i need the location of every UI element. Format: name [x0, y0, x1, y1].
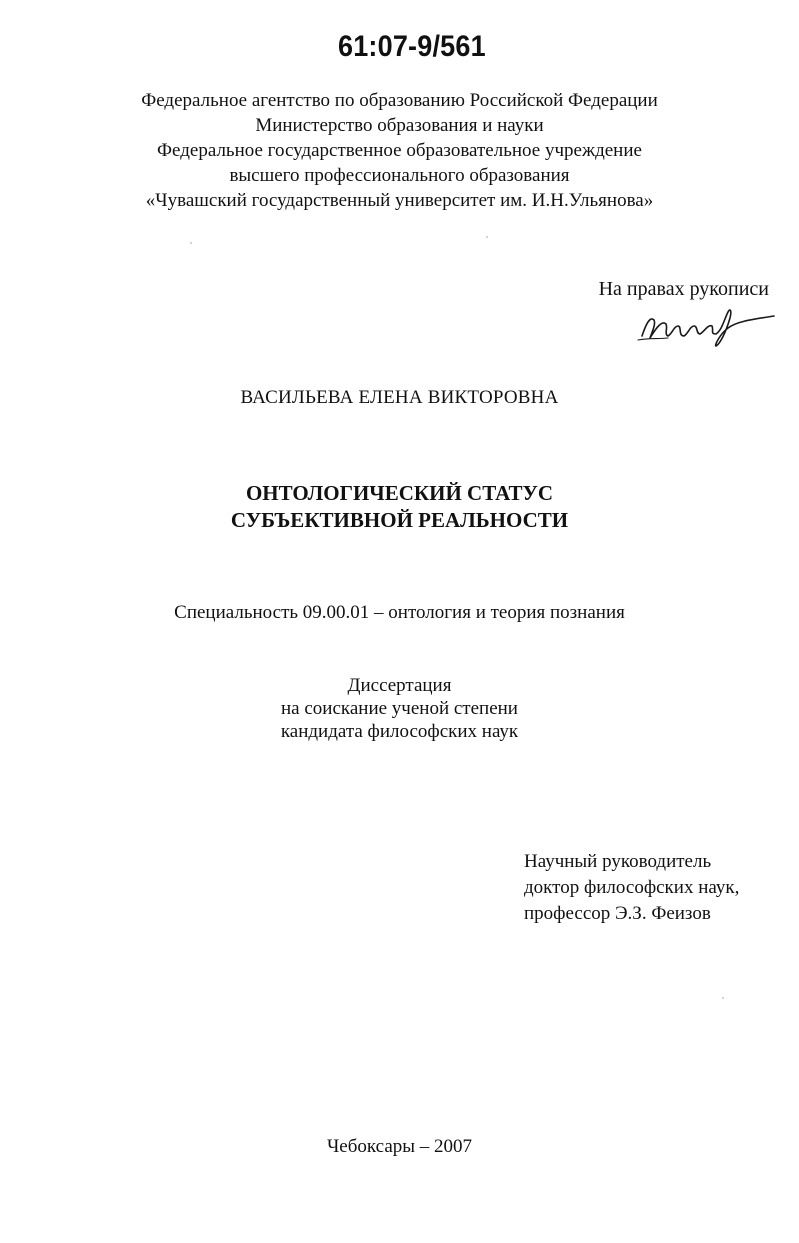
- header-line-ministry: Министерство образования и науки: [255, 115, 544, 136]
- advisor-name: профессор Э.З. Феизов: [524, 903, 711, 924]
- title-line-2: СУБЪЕКТИВНОЙ РЕАЛЬНОСТИ: [230, 508, 569, 532]
- header-line-institution-type: Федеральное государственное образовательное учреждение: [157, 140, 642, 161]
- dissertation-title: [0, 480, 799, 534]
- header-block: [0, 88, 799, 213]
- manuscript-rights-label: На правах рукописи: [598, 278, 769, 300]
- header-line-education-level: высшего профессионального образования: [229, 165, 570, 186]
- title-line-1: ОНТОЛОГИЧЕСКИЙ СТАТУС: [245, 481, 554, 505]
- scan-speck: [190, 242, 192, 244]
- specialty-line: Специальность 09.00.01 – онтология и теория познания: [174, 602, 625, 623]
- city-year: Чебоксары – 2007: [326, 1136, 473, 1157]
- dissertation-label: Диссертация: [347, 675, 452, 696]
- dissertation-degree-block: [0, 674, 799, 743]
- degree-name-line: кандидата философских наук: [280, 721, 519, 742]
- advisor-role: Научный руководитель: [524, 851, 712, 872]
- catalog-stamp: 61:07-9/561: [338, 30, 486, 63]
- handwritten-signature: [628, 298, 776, 348]
- advisor-degree: доктор философских наук,: [524, 877, 740, 898]
- scan-speck: [722, 997, 724, 999]
- scan-speck: [486, 236, 488, 238]
- author-name: ВАСИЛЬЕВА ЕЛЕНА ВИКТОРОВНА: [240, 387, 559, 408]
- degree-purpose-line: на соискание ученой степени: [281, 698, 518, 719]
- header-line-university: «Чувашский государственный университет им. И.Н.Ульянова»: [145, 190, 654, 211]
- advisor-block: [0, 849, 740, 927]
- header-line-agency: Федеральное агентство по образованию Российской Федерации: [141, 90, 658, 111]
